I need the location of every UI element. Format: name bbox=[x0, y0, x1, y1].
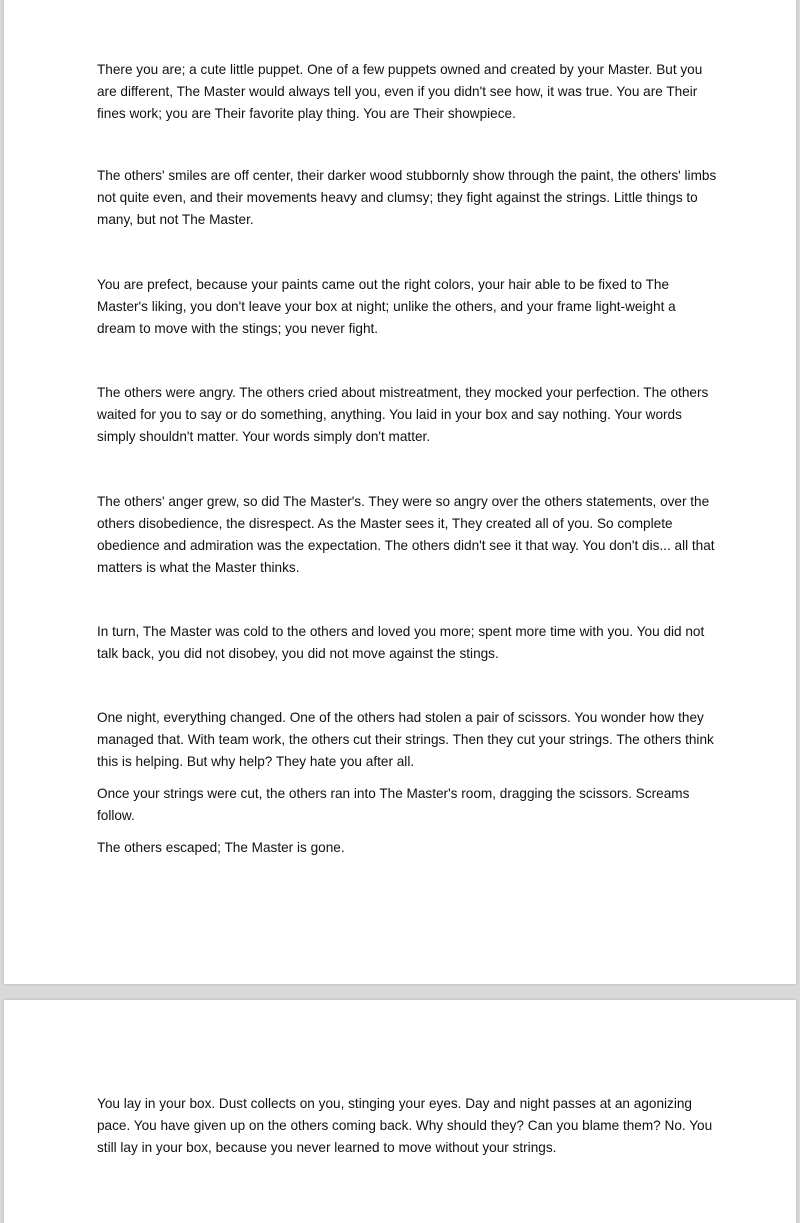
paragraph: You lay in your box. Dust collects on you, stinging your eyes. Day and night passes at an agonizing pace. You have given up on the others coming back. Why should they? Can you blame them? No. You still lay in your box, because you never learned to move without your strings. bbox=[97, 1096, 713, 1155]
paragraph: The others escaped; The Master is gone. bbox=[97, 840, 345, 855]
paragraph: You are prefect, because your paints came out the right colors, your hair able to be fixed to The Master's liking, you don't leave your box at night; unlike the others, and your frame light-weight a dream to move with the stings; you never fight. bbox=[97, 277, 676, 336]
document-page-1 bbox=[4, 0, 796, 984]
paragraph: Once your strings were cut, the others ran into The Master's room, dragging the scissors. Screams follow. bbox=[97, 786, 690, 823]
paragraph: In turn, The Master was cold to the others and loved you more; spent more time with you. You did not talk back, you did not disobey, you did not move against the stings. bbox=[97, 624, 705, 661]
document-page-2 bbox=[4, 1000, 796, 1223]
paragraph: One night, everything changed. One of the others had stolen a pair of scissors. You wonder how they managed that. With team work, the others cut their strings. Then they cut your strings. The others think this is helping. But why help? They hate you after all. bbox=[97, 710, 714, 769]
paragraph: The others' smiles are off center, their darker wood stubbornly show through the paint, the others' limbs not quite even, and their movements heavy and clumsy; they fight against the strings. Little things to many, but not The Master. bbox=[97, 168, 717, 227]
paragraph: The others were angry. The others cried about mistreatment, they mocked your perfection. The others waited for you to say or do something, anything. You laid in your box and say nothing. Your words simply shouldn't matter. Your words simply don't matter. bbox=[97, 385, 709, 444]
paragraph: The others' anger grew, so did The Master's. They were so angry over the others statements, over the others disobedience, the disrespect. As the Master sees it, They created all of you. So complete obedience and admiration was the expectation. The others didn't see it that way. You don't dis... all that matters is what the Master thinks. bbox=[97, 494, 715, 575]
paragraph: There you are; a cute little puppet. One of a few puppets owned and created by your Master. But you are different, The Master would always tell you, even if you didn't see how, it was true. You are Their fines work; you are Their favorite play thing. You are Their showpiece. bbox=[97, 62, 703, 121]
